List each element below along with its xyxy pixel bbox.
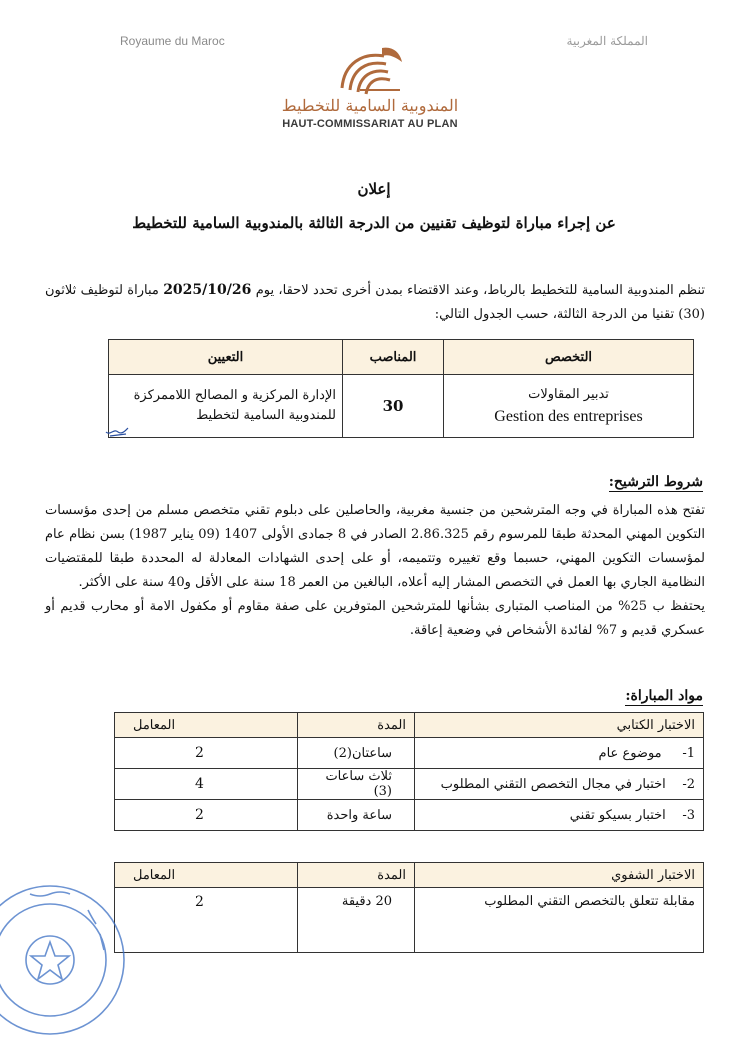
duration-cell: ثلاث ساعات (3) [298, 769, 415, 800]
specialty-cell [444, 375, 694, 438]
coefficient-cell: 2 [115, 888, 298, 953]
table-row [109, 375, 694, 438]
specialty-french: Gestion des entreprises [494, 407, 643, 425]
conditions-paragraph-2: يحتفظ ب 25% من المناصب المتبارى بشأنها للمترشحين المتوفرين على صفة مقاوم أو مكفول الامة أو محارب قديم أو عسكري قديم و 7% لفائدة الأشخاص في وضعية إعاقة. [45, 599, 705, 638]
table-row [115, 800, 704, 831]
test-name: اختبار بسيكو تقني [569, 807, 666, 823]
table-row [115, 769, 704, 800]
hcp-logo-icon [330, 40, 410, 100]
official-stamp-icon [0, 880, 130, 1040]
oral-test-table [114, 862, 704, 953]
conditions-paragraph-1: تفتح هذه المباراة في وجه المترشحين من جنسية مغربية، والحاصلين على دبلوم تقني متخصص مسلم من إحدى مؤسسات التكوين المهني المحدثة طبقا للمرسوم رقم 2.86.325 الصادر في 8 جمادى الأولى 1407 (09 يناير 1987) بسن نظام عام لمؤسسات التكوين المهني، حسبما وقع تغييره وتتميمه، أو على إحدى الشهادات المعادلة له المحددة طبقا للمقتضيات النظامية الجاري بها العمل في التخصص المشار إليه أعلاه، البالغين من العمر 18 سنة على الأقل و40 سنة على الأكثر. [45, 503, 706, 590]
duration-cell: 20 دقيقة [298, 888, 415, 953]
test-name: مقابلة تتعلق بالتخصص التقني المطلوب [415, 888, 704, 953]
header-specialty: التخصص [444, 340, 694, 375]
assignment-cell: الإدارة المركزية و المصالح اللاممركزة للمندوبية السامية لتخطيط [109, 375, 343, 438]
table-row [115, 738, 704, 769]
test-cell [415, 800, 704, 831]
test-number: 1- [682, 745, 695, 761]
specialty-arabic: تدبير المقاولات [528, 386, 609, 402]
conditions-title: شروط الترشيح: [608, 474, 703, 490]
table-header-row [115, 863, 704, 888]
test-number: 3- [682, 807, 695, 823]
header-oral-test: الاختبار الشفوي [415, 863, 704, 888]
org-name-arabic: المندوبية السامية للتخطيط [281, 96, 459, 115]
posts-count: 30 [343, 375, 444, 438]
duration-cell: ساعتان(2) [298, 738, 415, 769]
exam-date: 2025/10/26 [163, 282, 252, 298]
header-duration: المدة [298, 713, 415, 738]
header-coefficient: المعامل [115, 713, 298, 738]
header-left-text: Royaume du Maroc [120, 34, 225, 48]
table-header-row [115, 713, 704, 738]
intro-after-date: مباراة لتوظيف ثلاثون (30) تقنيا من الدرجة الثالثة، حسب الجدول التالي: [45, 283, 705, 322]
test-cell [415, 769, 704, 800]
table-row [115, 888, 704, 953]
header-posts: المناصب [343, 340, 444, 375]
header-duration: المدة [298, 863, 415, 888]
test-cell [415, 738, 704, 769]
coefficient-cell: 4 [115, 769, 298, 800]
coefficient-cell: 2 [115, 738, 298, 769]
subjects-title: مواد المباراة: [625, 688, 703, 704]
table-header-row [109, 340, 694, 375]
intro-paragraph [45, 278, 705, 327]
test-name: موضوع عام [598, 745, 662, 761]
test-number: 2- [682, 776, 695, 792]
intro-before-date: تنظم المندوبية السامية للتخطيط بالرباط، وعند الاقتضاء بمدن أخرى تحدد لاحقا، يوم [255, 283, 705, 298]
header-coefficient: المعامل [115, 863, 298, 888]
test-name: اختبار في مجال التخصص التقني المطلوب [440, 776, 666, 792]
org-name-french: HAUT-COMMISSARIAT AU PLAN [282, 118, 458, 130]
duration-cell: ساعة واحدة [298, 800, 415, 831]
header-written-test: الاختبار الكتابي [415, 713, 704, 738]
announcement-title: إعلان [357, 180, 391, 198]
header-assignment: التعيين [109, 340, 343, 375]
header-right-text: المملكة المغربية [566, 34, 648, 48]
signature-mark-icon [104, 424, 130, 438]
announcement-subtitle: عن إجراء مباراة لتوظيف تقنيين من الدرجة الثالثة بالمندوبية السامية للتخطيط [132, 214, 616, 232]
conditions-body [45, 499, 705, 643]
positions-table [108, 339, 694, 438]
written-tests-table [114, 712, 704, 831]
coefficient-cell: 2 [115, 800, 298, 831]
